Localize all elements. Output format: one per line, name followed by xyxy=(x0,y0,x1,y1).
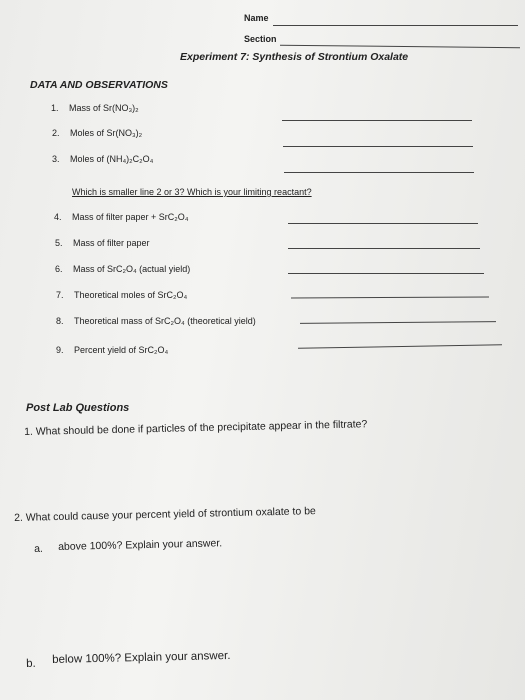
item-label: Mass of Sr(NO₃)₂ xyxy=(69,103,139,113)
item-number: 4. xyxy=(54,212,62,222)
item-number: 2. xyxy=(52,128,60,138)
item-number: 5. xyxy=(55,238,63,248)
item-label: Moles of Sr(NO₃)₂ xyxy=(70,128,143,138)
post-lab-question-2b: below 100%? Explain your answer. xyxy=(52,649,231,666)
item-label: Moles of (NH₄)₂C₂O₄ xyxy=(70,154,154,164)
item-label: Theoretical mass of SrC₂O₄ (theoretical yield) xyxy=(74,316,256,326)
name-label: Name xyxy=(244,13,269,23)
item-label: Percent yield of SrC₂O₄ xyxy=(74,345,169,355)
item-label: Theoretical moles of SrC₂O₄ xyxy=(74,290,188,300)
name-line xyxy=(273,25,518,26)
experiment-title: Experiment 7: Synthesis of Strontium Oxalate xyxy=(180,51,409,63)
limiting-reactant-question: Which is smaller line 2 or 3? Which is your limiting reactant? xyxy=(72,187,312,197)
item-number: 7. xyxy=(56,290,64,300)
item-number: 6. xyxy=(55,264,63,274)
answer-line xyxy=(288,248,480,249)
post-lab-question-2a: above 100%? Explain your answer. xyxy=(58,537,223,553)
item-label: Mass of filter paper + SrC₂O₄ xyxy=(72,212,189,222)
answer-line xyxy=(283,146,473,147)
post-lab-heading: Post Lab Questions xyxy=(26,402,130,414)
post-lab-question-2a-letter: a. xyxy=(34,542,44,555)
item-label: Mass of filter paper xyxy=(73,238,150,248)
post-lab-question-1: 1. What should be done if particles of the precipitate appear in the filtrate? xyxy=(24,418,368,438)
item-number: 9. xyxy=(56,345,64,355)
data-heading: DATA AND OBSERVATIONS xyxy=(30,79,168,91)
answer-line xyxy=(282,120,472,121)
answer-line xyxy=(284,172,474,173)
section-label: Section xyxy=(244,34,277,44)
answer-line xyxy=(300,321,496,324)
answer-line xyxy=(298,344,502,349)
item-number: 1. xyxy=(51,103,59,113)
item-number: 8. xyxy=(56,316,64,326)
item-label: Mass of SrC₂O₄ (actual yield) xyxy=(73,264,191,274)
item-number: 3. xyxy=(52,154,60,164)
answer-line xyxy=(288,273,484,274)
answer-line xyxy=(291,296,489,298)
section-line xyxy=(280,45,520,49)
post-lab-question-2: 2. What could cause your percent yield of strontium oxalate to be xyxy=(14,505,316,524)
answer-line xyxy=(288,223,478,224)
post-lab-question-2b-letter: b. xyxy=(26,657,36,670)
